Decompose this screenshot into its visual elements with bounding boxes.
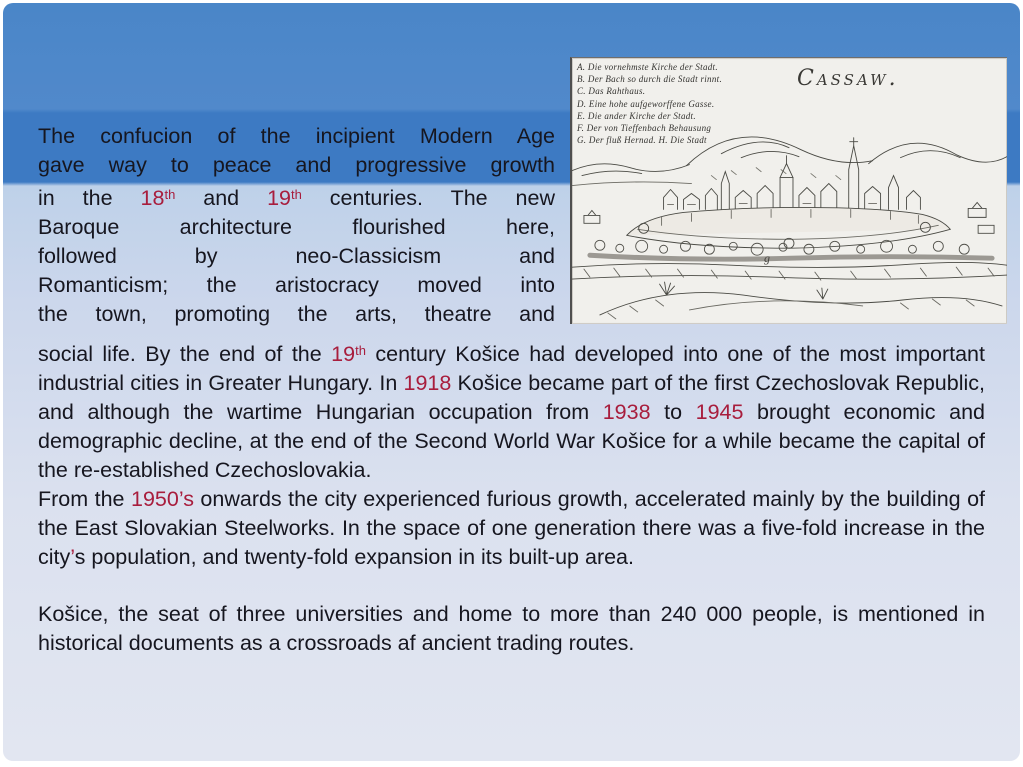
text-segment: onwards the city experienced furious growth, accelerated mainly by the building of the East Slovakian Steelworks. In the space of one generation there was a five-fold increase in the city: [38, 487, 985, 569]
text-segment: The confucion of the incipient Modern Age: [38, 124, 555, 148]
text-segment: From the: [38, 487, 131, 511]
slide-canvas: [3, 3, 1020, 761]
legend-line: A. Die vornehmste Kirche der Stadt.: [577, 62, 718, 72]
highlight-date: th: [355, 343, 366, 358]
engraving-field-label: g: [764, 251, 770, 265]
growth-paragraph: [38, 485, 985, 572]
text-segment: to: [650, 400, 696, 424]
highlight-date: th: [291, 187, 302, 202]
highlight-date: 19: [331, 342, 356, 366]
text-segment: brought economic and demographic decline, at the end of the Second World War Košice for a while became the capital of the re-established Czechoslovakia.: [38, 400, 985, 482]
text-segment: followed by neo-Classicism and: [38, 244, 555, 268]
text-segment: Košice became part of the first Czechoslovak Republic, and although the wartime Hungarian occupation from: [38, 371, 985, 424]
text-segment: Košice, the seat of three universities and home to more than 240 000 people, is mentioned in historical documents as a crossroads af ancient trading routes.: [38, 602, 985, 655]
legend-line: E. Die ander Kirche der Stadt.: [577, 110, 696, 121]
text-segment: in the: [38, 186, 141, 210]
intro-paragraph: [38, 122, 555, 329]
text-segment: s population, and twenty-fold expansion in its built-up area.: [74, 545, 634, 569]
engraving-legend: [577, 61, 787, 146]
legend-line: G. Der fluß Hernad. H. Die Stadt: [577, 135, 707, 146]
text-segment: centuries. The new: [301, 186, 556, 210]
text-segment: social life. By the end of the: [38, 342, 332, 366]
text-segment: Romanticism; the aristocracy moved into: [38, 273, 555, 297]
text-segment: century Košice had developed into one of the most important industrial cities in Greater Hungary. In: [38, 342, 985, 395]
legend-line: C. Das Rahthaus.: [577, 86, 646, 97]
highlight-date: ’: [70, 545, 75, 569]
text-line: [38, 122, 555, 151]
engraving-image: [570, 57, 1007, 324]
highlight-date: 1918: [403, 371, 452, 395]
main-text-block: [38, 336, 985, 658]
engraving-title: Cassaw.: [797, 66, 899, 91]
highlight-date: 19: [267, 186, 291, 210]
text-line: [38, 242, 555, 271]
text-segment: gave way to peace and progressive growth: [38, 153, 555, 177]
highlight-date: th: [164, 187, 176, 202]
text-line: [38, 151, 555, 180]
text-line: [38, 300, 555, 329]
text-line: [38, 271, 555, 300]
universities-paragraph: [38, 600, 985, 658]
legend-line: D. Eine hohe aufgeworffene Gasse.: [577, 98, 715, 109]
history-paragraph: [38, 336, 985, 485]
highlight-date: 18: [140, 186, 165, 210]
text-line: [38, 180, 555, 213]
text-line: [38, 213, 555, 242]
highlight-date: 1945: [695, 400, 744, 424]
text-segment: Baroque architecture flourished here,: [38, 215, 555, 239]
text-segment: the town, promoting the arts, theatre and: [38, 302, 555, 326]
legend-line: F. Der von Tieffenbach Behausung: [577, 123, 712, 134]
legend-line: B. Der Bach so durch die Stadt rinnt.: [577, 74, 723, 85]
text-segment: and: [175, 186, 268, 210]
highlight-date: 1938: [602, 400, 651, 424]
highlight-date: 1950’s: [130, 487, 194, 511]
